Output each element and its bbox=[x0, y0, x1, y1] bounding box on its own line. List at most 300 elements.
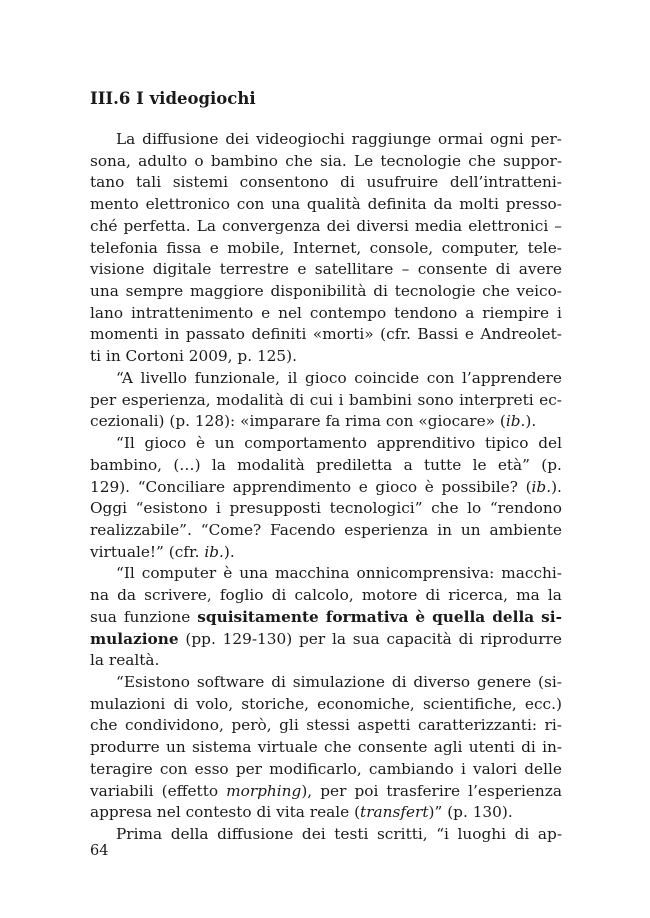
word bbox=[216, 390, 284, 412]
word-text: però, bbox=[231, 716, 272, 735]
word bbox=[186, 324, 245, 346]
word bbox=[316, 455, 392, 477]
text-line bbox=[90, 324, 562, 346]
word bbox=[528, 238, 562, 260]
word bbox=[302, 824, 326, 846]
word-text: tutte bbox=[423, 455, 462, 474]
word-text: che bbox=[431, 499, 459, 518]
word-text: di bbox=[521, 738, 536, 757]
word bbox=[461, 759, 466, 781]
word bbox=[285, 151, 312, 173]
text-line bbox=[90, 216, 562, 238]
word bbox=[465, 324, 474, 346]
word-text: la bbox=[547, 586, 562, 605]
word-text: presso- bbox=[505, 195, 562, 214]
word-text: di bbox=[425, 586, 441, 605]
word bbox=[370, 238, 434, 260]
word-text: (cfr. bbox=[380, 325, 411, 344]
word-text: la bbox=[331, 629, 346, 648]
word bbox=[423, 694, 517, 716]
word bbox=[220, 585, 264, 607]
word bbox=[310, 303, 386, 325]
text-line bbox=[90, 477, 562, 499]
word-text: terrestre bbox=[219, 260, 289, 279]
word bbox=[490, 498, 562, 520]
word-text: momenti bbox=[90, 325, 159, 344]
word-text: La bbox=[116, 130, 136, 148]
word bbox=[186, 802, 257, 824]
word bbox=[157, 802, 186, 824]
word bbox=[117, 585, 136, 607]
word bbox=[375, 477, 417, 499]
text-line bbox=[90, 411, 562, 433]
word-text: 129-130) bbox=[222, 629, 293, 648]
word-text: bambini bbox=[349, 390, 412, 409]
word bbox=[538, 672, 562, 694]
word-text: in- bbox=[542, 738, 562, 757]
word bbox=[271, 194, 300, 216]
word bbox=[368, 194, 427, 216]
word bbox=[124, 216, 191, 238]
text-line bbox=[90, 824, 562, 846]
word-text: virtuale!” bbox=[90, 542, 164, 561]
word-text: tipico bbox=[484, 434, 529, 453]
word-text: Bassi bbox=[417, 325, 459, 344]
word-text: sistemi bbox=[172, 173, 228, 192]
text-line bbox=[90, 194, 562, 216]
word-text: qualità bbox=[306, 195, 361, 214]
word bbox=[195, 759, 229, 781]
word-text: “Il bbox=[116, 434, 135, 453]
word bbox=[237, 194, 265, 216]
word-text: tecnologici” bbox=[329, 499, 423, 518]
word bbox=[116, 368, 133, 390]
word-text: ( bbox=[354, 803, 361, 822]
text-line bbox=[90, 346, 562, 368]
text-line bbox=[90, 390, 562, 412]
word-text: trasferire bbox=[386, 781, 461, 800]
word-text: teragire bbox=[90, 759, 153, 778]
word bbox=[166, 737, 186, 759]
text-line bbox=[90, 368, 562, 390]
text-line bbox=[90, 129, 562, 151]
word-text: “Il bbox=[116, 564, 135, 583]
word-text: tano bbox=[90, 173, 125, 192]
word-text: a bbox=[403, 455, 413, 474]
word-text: ma bbox=[516, 586, 540, 605]
word bbox=[417, 390, 453, 412]
word-text: 2009, bbox=[188, 347, 233, 366]
word-text: diffusione bbox=[217, 825, 294, 843]
word-text: ormai bbox=[438, 130, 484, 148]
word-text: e bbox=[261, 303, 271, 322]
word-text: (p. bbox=[541, 455, 562, 474]
word bbox=[462, 368, 562, 390]
word-text: digitale bbox=[152, 260, 212, 279]
word-text: (p. bbox=[169, 412, 191, 431]
word-text: livello bbox=[140, 368, 188, 387]
word bbox=[294, 585, 353, 607]
text-line bbox=[90, 672, 562, 694]
word-text: funzione bbox=[123, 607, 191, 626]
word-text: ricerca, bbox=[448, 586, 508, 605]
word-text: stessi bbox=[306, 716, 350, 735]
word bbox=[482, 281, 509, 303]
word-text: satellitare bbox=[314, 260, 394, 279]
text-line bbox=[90, 238, 562, 260]
word bbox=[212, 455, 226, 477]
word-text: per bbox=[90, 390, 117, 409]
word-text: il bbox=[287, 368, 298, 387]
word bbox=[190, 281, 264, 303]
word bbox=[506, 194, 562, 216]
word bbox=[90, 781, 154, 803]
word bbox=[90, 390, 116, 412]
body-text bbox=[90, 129, 562, 846]
word-text: reale bbox=[309, 803, 350, 822]
word-text: ( bbox=[499, 412, 506, 431]
word bbox=[418, 715, 537, 737]
word-text: ti bbox=[90, 347, 102, 366]
word-text: che bbox=[90, 716, 118, 735]
word-text: economiche, bbox=[317, 694, 415, 713]
text-line bbox=[90, 151, 562, 173]
text-line bbox=[90, 303, 562, 325]
word-text: luoghi bbox=[457, 825, 507, 843]
word-text: definita bbox=[367, 195, 427, 214]
word bbox=[450, 172, 562, 194]
word-text: p. bbox=[237, 347, 253, 366]
word-text: realtà. bbox=[108, 651, 160, 670]
word bbox=[354, 151, 373, 173]
word-text: i bbox=[557, 303, 562, 322]
word bbox=[223, 629, 293, 651]
word-text: contesto bbox=[185, 803, 252, 822]
word bbox=[461, 520, 481, 542]
word-text: rima bbox=[345, 412, 381, 431]
word-text: agli bbox=[433, 738, 463, 757]
word-text: i bbox=[460, 759, 466, 778]
word-text: genere bbox=[477, 672, 532, 691]
word bbox=[116, 433, 135, 455]
bold-text: squisitamente bbox=[197, 607, 319, 626]
word-text: vita bbox=[276, 803, 305, 822]
word bbox=[362, 585, 417, 607]
word bbox=[369, 759, 454, 781]
word-text: è bbox=[424, 477, 434, 496]
word-text: condividono, bbox=[125, 716, 224, 735]
word bbox=[386, 411, 419, 433]
word bbox=[122, 390, 211, 412]
word bbox=[109, 650, 160, 672]
word bbox=[215, 433, 235, 455]
word bbox=[433, 194, 452, 216]
word-text: funzionale, bbox=[194, 368, 280, 387]
word-text: «giocare» bbox=[418, 412, 496, 431]
word bbox=[459, 194, 499, 216]
word bbox=[554, 216, 562, 238]
word bbox=[404, 455, 413, 477]
word bbox=[352, 129, 431, 151]
word-text: (p. bbox=[447, 803, 468, 822]
word-text: ambiente bbox=[489, 520, 562, 539]
word-text: motore bbox=[361, 586, 418, 605]
word bbox=[90, 477, 130, 499]
word bbox=[236, 759, 262, 781]
word bbox=[171, 824, 209, 846]
word bbox=[125, 715, 224, 737]
word bbox=[240, 172, 329, 194]
word bbox=[272, 585, 287, 607]
word bbox=[153, 259, 212, 281]
word bbox=[90, 324, 158, 346]
word bbox=[136, 498, 208, 520]
word bbox=[357, 563, 495, 585]
word-text: Le bbox=[353, 151, 374, 170]
word bbox=[541, 607, 562, 629]
word-text: usufruire bbox=[366, 173, 439, 192]
word-text: e bbox=[358, 477, 368, 496]
word-text: storiche, bbox=[241, 694, 310, 713]
word-text: gioco bbox=[144, 434, 187, 453]
word bbox=[332, 629, 346, 651]
word-text: ). bbox=[223, 542, 235, 561]
word-text: na bbox=[90, 586, 109, 605]
word bbox=[196, 694, 233, 716]
word bbox=[524, 759, 562, 781]
word bbox=[90, 802, 157, 824]
word-text: a bbox=[465, 303, 475, 322]
word-text: «morti» bbox=[312, 325, 374, 344]
text-line bbox=[90, 433, 562, 455]
word bbox=[160, 759, 188, 781]
text-line bbox=[90, 520, 562, 542]
word-text: età” bbox=[497, 455, 530, 474]
word bbox=[173, 172, 228, 194]
word bbox=[515, 824, 530, 846]
text-line bbox=[90, 172, 562, 194]
word bbox=[166, 238, 201, 260]
word-text: ( bbox=[525, 477, 532, 496]
word bbox=[324, 737, 351, 759]
word-text: contempo bbox=[309, 303, 387, 322]
word-text: veico- bbox=[516, 282, 562, 301]
word-text: da bbox=[433, 195, 453, 214]
word-text: volo, bbox=[196, 694, 234, 713]
word-text: gioco bbox=[375, 477, 418, 496]
word bbox=[275, 563, 349, 585]
word-text: appresa bbox=[90, 803, 153, 822]
word bbox=[436, 824, 449, 846]
word bbox=[477, 672, 531, 694]
word-text: (pp. bbox=[185, 629, 216, 648]
word bbox=[473, 802, 513, 824]
word-text: “rendono bbox=[489, 499, 562, 518]
word bbox=[480, 324, 562, 346]
word-text: elettronico bbox=[145, 195, 230, 214]
word-text: prediletta bbox=[316, 455, 393, 474]
word bbox=[394, 303, 457, 325]
word bbox=[357, 715, 410, 737]
word bbox=[306, 715, 350, 737]
word-text: virtuale bbox=[257, 738, 318, 757]
italic-text: ib. bbox=[505, 412, 526, 431]
word bbox=[498, 455, 530, 477]
word bbox=[485, 433, 529, 455]
word bbox=[90, 303, 123, 325]
word-text: produrre bbox=[90, 738, 160, 757]
word-text: esso bbox=[194, 759, 229, 778]
bold-text: quella bbox=[432, 607, 486, 626]
word-text: ogni bbox=[489, 130, 524, 148]
text-line bbox=[90, 802, 562, 824]
word bbox=[334, 824, 368, 846]
word-text: la bbox=[90, 651, 105, 670]
word bbox=[516, 585, 540, 607]
word bbox=[194, 151, 203, 173]
word bbox=[276, 802, 310, 824]
word bbox=[557, 303, 562, 325]
word-text: esperienza, bbox=[121, 390, 211, 409]
word bbox=[169, 411, 195, 433]
word bbox=[90, 259, 144, 281]
word-text: diverso bbox=[413, 672, 471, 691]
word bbox=[340, 172, 355, 194]
word bbox=[90, 281, 119, 303]
word-text: (cfr. bbox=[168, 542, 200, 561]
word bbox=[344, 520, 428, 542]
word-text: mulazioni bbox=[90, 694, 166, 713]
word-text: aspetti bbox=[357, 716, 411, 735]
word bbox=[230, 498, 322, 520]
word bbox=[424, 455, 461, 477]
word-text: 129). bbox=[90, 477, 131, 496]
word bbox=[427, 368, 455, 390]
word bbox=[526, 477, 562, 499]
word bbox=[310, 802, 354, 824]
bold-text: formativa bbox=[325, 607, 409, 626]
word-text: di bbox=[289, 390, 305, 409]
word-text: modificarlo, bbox=[269, 759, 362, 778]
word bbox=[90, 629, 179, 651]
word bbox=[297, 259, 306, 281]
word-text: o bbox=[194, 151, 204, 170]
word-text: valori bbox=[473, 759, 518, 778]
word bbox=[293, 238, 361, 260]
word-text: per bbox=[320, 781, 347, 800]
word bbox=[126, 281, 184, 303]
word-text: tendono bbox=[394, 303, 458, 322]
word bbox=[349, 390, 412, 412]
word bbox=[459, 629, 474, 651]
word-text: computer, bbox=[441, 238, 520, 257]
word-text: raggiunge bbox=[351, 130, 432, 148]
word-text: dell’intratteni- bbox=[449, 173, 562, 192]
word-text: con bbox=[236, 195, 265, 214]
word-text: Prima bbox=[116, 825, 163, 843]
page-number: 64 bbox=[90, 843, 109, 859]
word-text: l’esperienza bbox=[468, 781, 562, 800]
word bbox=[431, 498, 458, 520]
word-text: in bbox=[164, 325, 180, 344]
word-text: modalità bbox=[237, 455, 305, 474]
word-text: di bbox=[271, 586, 287, 605]
word-text: di bbox=[495, 260, 511, 279]
text-line bbox=[90, 759, 562, 781]
word-text: con bbox=[159, 759, 188, 778]
word-text: comportamento bbox=[244, 434, 367, 453]
word-text: riprodurre bbox=[480, 629, 562, 648]
word bbox=[270, 281, 366, 303]
word-text: con bbox=[385, 412, 414, 431]
word bbox=[116, 563, 135, 585]
word-text: fa bbox=[325, 412, 341, 431]
word-text: disponibilità bbox=[270, 282, 367, 301]
word bbox=[252, 324, 307, 346]
word bbox=[90, 172, 124, 194]
word bbox=[162, 781, 218, 803]
word bbox=[418, 411, 500, 433]
word bbox=[169, 542, 205, 564]
word bbox=[354, 781, 378, 803]
word bbox=[90, 585, 109, 607]
word-text: delle bbox=[524, 759, 562, 778]
word bbox=[377, 433, 476, 455]
word-text: scritti, bbox=[376, 825, 428, 843]
word bbox=[354, 802, 447, 824]
section-heading: III.6 I videogiochi bbox=[90, 89, 256, 108]
word-text: cezionali) bbox=[90, 412, 165, 431]
word-text: coincide bbox=[354, 368, 420, 387]
word bbox=[377, 824, 428, 846]
word bbox=[216, 498, 221, 520]
text-line bbox=[90, 694, 562, 716]
word-text: ecc.) bbox=[524, 694, 562, 713]
word-text: diversi bbox=[356, 216, 409, 235]
word-text: “Come? bbox=[200, 520, 262, 539]
word bbox=[220, 259, 289, 281]
word bbox=[299, 629, 325, 651]
word-text: macchi- bbox=[501, 564, 562, 583]
word-text: 128): bbox=[194, 412, 236, 431]
word bbox=[278, 303, 302, 325]
word-text: da bbox=[117, 586, 137, 605]
word bbox=[545, 715, 562, 737]
word-text: videogiochi bbox=[255, 130, 345, 148]
word-text: che bbox=[482, 282, 510, 301]
word-text: un bbox=[214, 434, 235, 453]
word bbox=[217, 824, 293, 846]
word bbox=[90, 346, 106, 368]
word bbox=[173, 455, 200, 477]
word bbox=[415, 607, 425, 629]
word-text: computer bbox=[141, 564, 217, 583]
word-text: – bbox=[554, 216, 562, 235]
word-text: utenti bbox=[468, 738, 515, 757]
word-text: bambino bbox=[210, 151, 279, 170]
word-text: diffusione bbox=[142, 130, 219, 148]
word-text: lano bbox=[90, 303, 124, 322]
word bbox=[195, 411, 240, 433]
word bbox=[482, 303, 549, 325]
text-line bbox=[90, 585, 562, 607]
word-text: macchina bbox=[275, 564, 350, 583]
text-line bbox=[90, 259, 562, 281]
word bbox=[256, 129, 345, 151]
word-text: di bbox=[458, 629, 474, 648]
word bbox=[315, 259, 393, 281]
word-text: di bbox=[173, 694, 189, 713]
